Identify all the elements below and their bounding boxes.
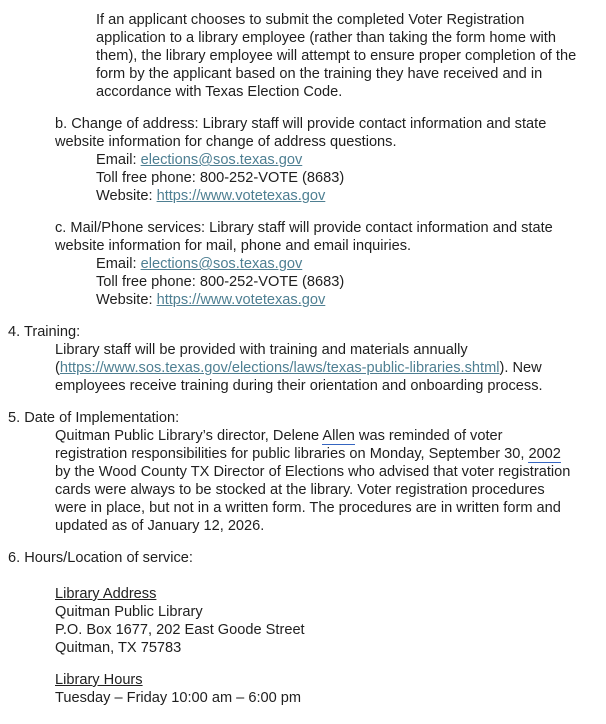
text-run: them), the library employee will attempt to ensure proper completion of the (96, 48, 577, 64)
text-line (96, 273, 596, 291)
text-line (96, 255, 596, 273)
text-line (96, 65, 596, 83)
text-run: Email: (96, 256, 141, 272)
grammar-flagged-text: 2002 (528, 446, 561, 462)
text-line (55, 481, 596, 499)
text-line (96, 187, 596, 205)
hours-location-heading (0, 549, 596, 567)
text-line (55, 237, 596, 255)
library-hours-block (0, 671, 596, 707)
change-of-address-contacts (0, 151, 596, 205)
text-line (55, 639, 596, 657)
text-line (8, 323, 596, 341)
text-line (8, 409, 596, 427)
text-line (55, 219, 596, 237)
text-line (55, 585, 596, 603)
text-line (96, 291, 596, 309)
text-line (96, 169, 596, 187)
text-run: were in place, but not in a written form. The procedures are in written form and (55, 500, 561, 516)
text-run: 6. Hours/Location of service: (8, 550, 193, 566)
hyperlink[interactable]: elections@sos.texas.gov (140, 152, 303, 168)
text-run: updated as of January 12, 2026. (55, 518, 265, 534)
text-line (96, 151, 596, 169)
text-run: Quitman Public Library (55, 604, 203, 620)
hyperlink[interactable]: elections@sos.texas.gov (140, 256, 303, 272)
text-run: was reminded of voter (354, 428, 503, 444)
text-run: b. Change of address: Library staff will provide contact information and state (55, 116, 547, 132)
text-line (55, 689, 596, 707)
training-heading (0, 323, 596, 341)
text-line (55, 427, 596, 445)
text-run: website information for change of address questions. (55, 134, 397, 150)
applicant-submission-paragraph (0, 11, 596, 101)
text-line (55, 133, 596, 151)
text-line (55, 359, 596, 377)
text-run: by the Wood County TX Director of Elections who advised that voter registration (55, 464, 571, 480)
mail-phone-services-item (0, 219, 596, 255)
text-line (8, 549, 596, 567)
text-line (55, 341, 596, 359)
text-line (96, 83, 596, 101)
hyperlink[interactable]: https://www.votetexas.gov (156, 292, 326, 308)
hyperlink[interactable]: https://www.votetexas.gov (156, 188, 326, 204)
text-run: accordance with Texas Election Code. (96, 84, 343, 100)
text-line (55, 499, 596, 517)
training-body (0, 341, 596, 395)
text-run: Tuesday – Friday 10:00 am – 6:00 pm (55, 690, 302, 706)
text-run: form by the applicant based on the training they have received and in (96, 66, 543, 82)
text-run: 5. Date of Implementation: (8, 410, 180, 426)
text-run: Email: (96, 152, 141, 168)
text-run: Quitman, TX 75783 (55, 640, 182, 656)
library-address-block (0, 585, 596, 657)
text-line (96, 11, 596, 29)
text-line (96, 47, 596, 65)
text-line (55, 603, 596, 621)
text-line (55, 377, 596, 395)
text-run: c. Mail/Phone services: Library staff will provide contact information and state (55, 220, 553, 236)
underlined-heading: Library Hours (55, 672, 143, 688)
text-line (96, 29, 596, 47)
text-run: P.O. Box 1677, 202 East Goode Street (55, 622, 305, 638)
implementation-body (0, 427, 596, 535)
text-line (55, 517, 596, 535)
underlined-heading: Library Address (55, 586, 157, 602)
text-run: Library staff will be provided with training and materials annually (55, 342, 468, 358)
text-line (55, 445, 596, 463)
text-line (55, 671, 596, 689)
text-line (55, 115, 596, 133)
text-run: employees receive training during their orientation and onboarding process. (55, 378, 543, 394)
hyperlink[interactable]: https://www.sos.texas.gov/elections/laws/texas-public-libraries.shtml (59, 360, 500, 376)
text-run: website information for mail, phone and email inquiries. (55, 238, 412, 254)
grammar-flagged-text: Allen (322, 428, 355, 444)
text-run: cards were always to be stocked at the library. Voter registration procedures (55, 482, 545, 498)
mail-phone-contacts (0, 255, 596, 309)
text-run: Website: (96, 188, 157, 204)
text-run: Quitman Public Library’s director, Delene (55, 428, 323, 444)
text-run: registration responsibilities for public libraries on Monday, September 30, (55, 446, 529, 462)
text-line (55, 621, 596, 639)
text-line (55, 463, 596, 481)
text-run: If an applicant chooses to submit the completed Voter Registration (96, 12, 525, 28)
text-run: ). New (499, 360, 542, 376)
text-run: application to a library employee (rather than taking the form home with (96, 30, 556, 46)
text-run: Website: (96, 292, 157, 308)
text-run: ( (55, 360, 60, 376)
text-run: Toll free phone: 800-252-VOTE (8683) (96, 274, 345, 290)
text-run: 4. Training: (8, 324, 81, 340)
implementation-heading (0, 409, 596, 427)
change-of-address-item (0, 115, 596, 151)
text-run: Toll free phone: 800-252-VOTE (8683) (96, 170, 345, 186)
